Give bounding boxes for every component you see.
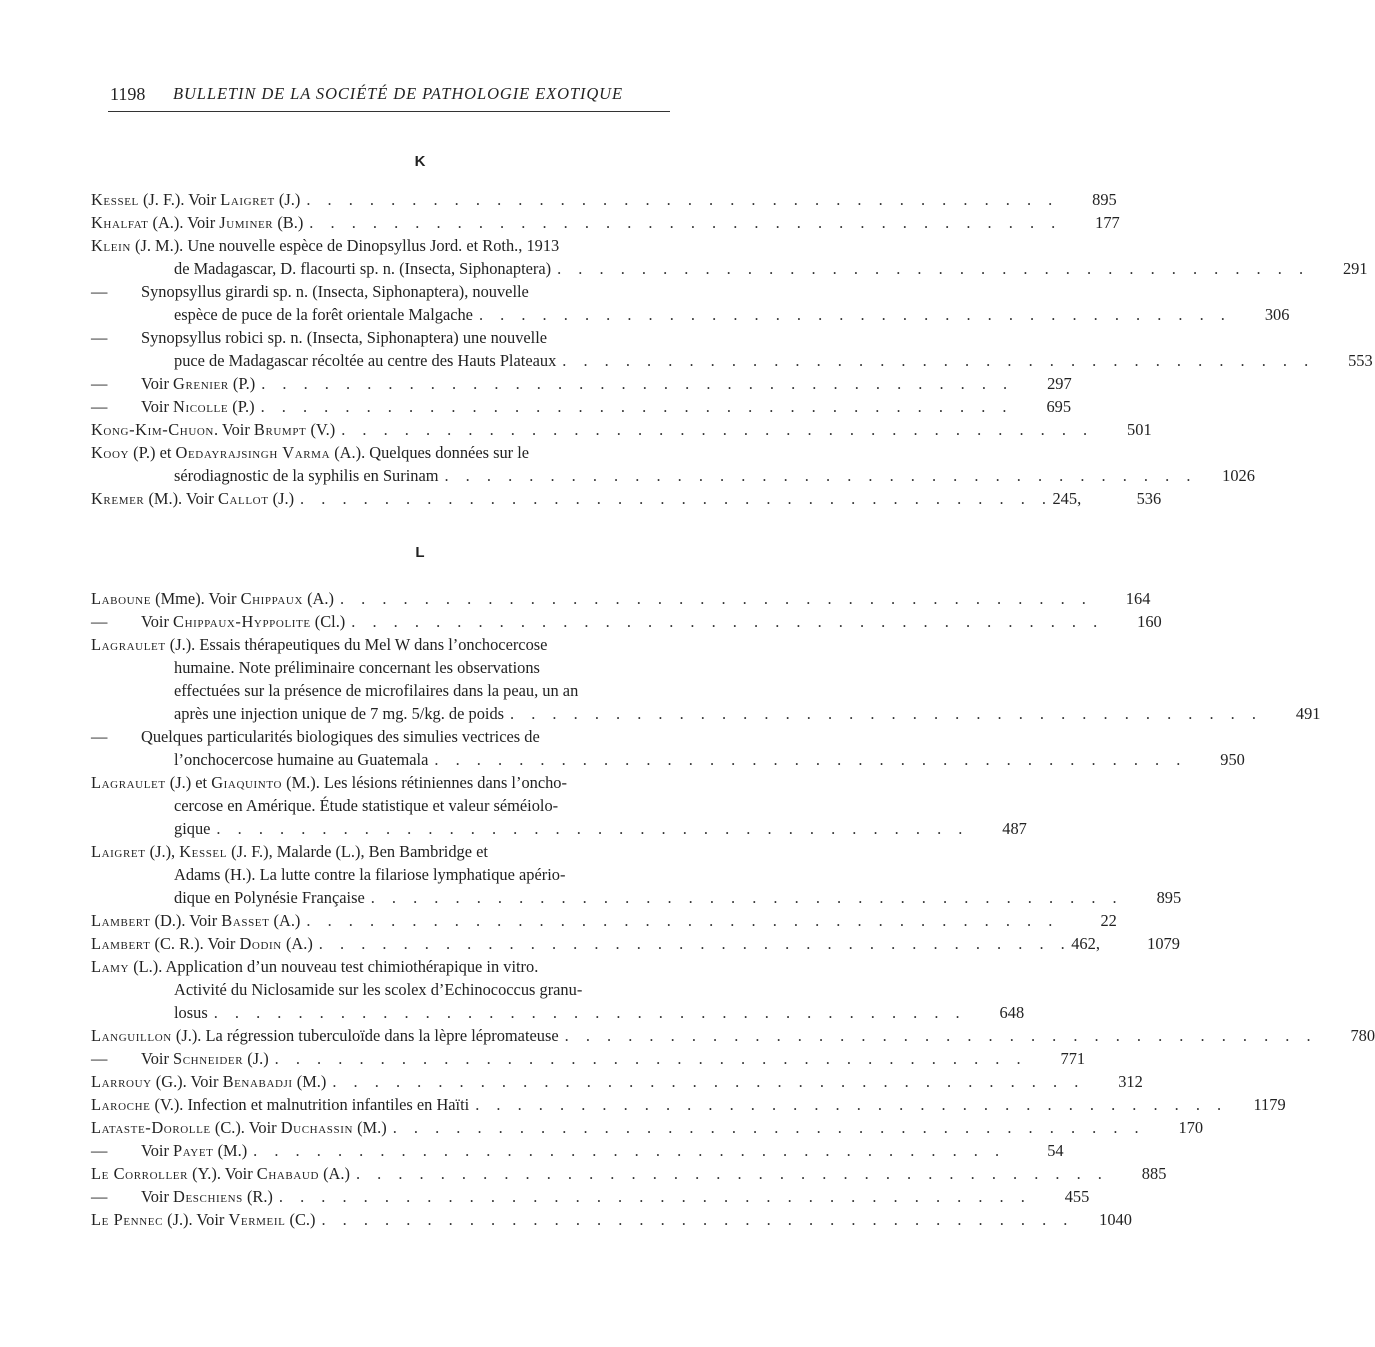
- dot-leader: . . . . . . . . . . . . . . . . . . . . . . . . . . . . . . . . . . . .: [341, 420, 1094, 439]
- entry-body: (J.): [243, 1049, 269, 1068]
- dot-leader: . . . . . . . . . . . . . . . . . . . . . . . . . . . . . . . . . . . .: [309, 213, 1062, 232]
- index-entry: [91, 234, 1368, 280]
- entry-line: [91, 610, 1162, 633]
- dash-mark: —: [91, 328, 108, 347]
- dot-leader: . . . . . . . . . . . . . . . . . . . . . . . . . . . . . . . . . . . .: [260, 397, 1014, 416]
- page-reference: 312: [1118, 1072, 1143, 1091]
- page-reference: 54: [1047, 1141, 1064, 1160]
- index-entry: [91, 725, 1245, 771]
- dot-leader: . . . . . . . . . . . . . . . . . . . . . . . . . . . . . . . . . . . .: [351, 612, 1104, 631]
- entry-text: [91, 280, 529, 303]
- entry-body: (D.). Voir: [150, 911, 222, 930]
- entry-text: [174, 886, 365, 909]
- entry-text: [91, 840, 488, 863]
- dot-leader: . . . . . . . . . . . . . . . . . . . . . . . . . . . . . . . . . . . .: [216, 819, 969, 838]
- entry-body: (V.): [306, 420, 336, 439]
- entry-text: [91, 211, 303, 234]
- reference-name: Dodin: [239, 934, 282, 953]
- reference-name: Nicolle: [173, 397, 229, 416]
- dot-leader: . . . . . . . . . . . . . . . . . . . . . . . . . . . . . . . . . . . .: [306, 911, 1059, 930]
- author-name: Lambert: [91, 911, 151, 930]
- page-reference: 164: [1125, 589, 1151, 608]
- dash-mark: —: [91, 1049, 108, 1068]
- reference-name: Deschiens: [173, 1187, 243, 1206]
- author-name: Lagraulet: [91, 635, 166, 654]
- entry-text: [174, 817, 210, 840]
- page-reference: 297: [1047, 374, 1072, 393]
- entry-body: (A.). Quelques données sur le: [330, 443, 530, 462]
- entry-text: [91, 1070, 326, 1093]
- dash-mark: —: [91, 282, 108, 301]
- entry-body: Adams (H.). La lutte contre la filariose lymphatique apério-: [174, 865, 566, 884]
- page-reference: 536: [1136, 489, 1162, 508]
- author-name: Lamy: [91, 957, 130, 976]
- entry-line: [91, 464, 1255, 487]
- entry-text: [174, 702, 504, 725]
- index-entry: [91, 1024, 1375, 1047]
- dot-leader: . . . . . . . . . . . . . . . . . . . . . . . . . . . . . . . . . . . .: [370, 888, 1124, 907]
- entry-body: sérodiagnostic de la syphilis en Surinam: [174, 466, 439, 485]
- index-entry: [91, 1208, 1132, 1231]
- entry-text: [91, 771, 567, 794]
- entry-body: (Cl.): [310, 612, 346, 631]
- entry-body: (J.). Voir: [163, 1210, 229, 1229]
- dot-leader: . . . . . . . . . . . . . . . . . . . . . . . . . . . . . . . . . . . .: [213, 1003, 967, 1022]
- reference-name: Juminer: [219, 213, 274, 232]
- entry-body: Voir: [141, 397, 174, 416]
- entry-text: [91, 1093, 469, 1116]
- entry-body: Activité du Niclosamide sur les scolex d’Echinococcus granu-: [174, 980, 583, 999]
- dot-leader: . . . . . . . . . . . . . . . . . . . . . . . . . . . . . . . . . . . .: [510, 704, 1263, 723]
- entry-line: [91, 840, 739, 863]
- author-name: Laboune: [91, 589, 152, 608]
- entry-body: (C.): [285, 1210, 316, 1229]
- entry-text: [91, 955, 538, 978]
- reference-name: Duchassin: [280, 1118, 353, 1137]
- entry-line: [91, 656, 739, 679]
- entry-text: [174, 794, 558, 817]
- page-reference: 170: [1178, 1118, 1204, 1137]
- reference-name: Payet: [173, 1141, 214, 1160]
- entry-body: Voir: [141, 1141, 174, 1160]
- entry-line: [91, 702, 1321, 725]
- entry-body: (M.). Les lésions rétiniennes dans l’oncho-: [282, 773, 567, 792]
- entry-line: [91, 725, 739, 748]
- entry-text: [91, 1024, 559, 1047]
- entry-line: [91, 395, 1072, 418]
- index-entry: [91, 610, 1162, 633]
- entry-text: [91, 909, 300, 932]
- page-reference: 695: [1046, 397, 1072, 416]
- index-entry: [91, 1139, 1064, 1162]
- entry-line: [91, 909, 1117, 932]
- entry-line: [91, 863, 739, 886]
- dash-mark: —: [91, 374, 108, 393]
- dot-leader: . . . . . . . . . . . . . . . . . . . . . . . . . . . . . . . . . . . .: [434, 750, 1187, 769]
- dot-leader: . . . . . . . . . . . . . . . . . . . . . . . . . . . . . . . . . . . .: [475, 1095, 1228, 1114]
- entry-body: (M.). Voir: [144, 489, 218, 508]
- page-reference: 895: [1156, 888, 1182, 907]
- index-entry: [91, 395, 1072, 418]
- dot-leader: . . . . . . . . . . . . . . . . . . . . . . . . . . . . . . . . . . . .: [444, 466, 1197, 485]
- page-reference: 177: [1095, 213, 1120, 232]
- entry-body: (C. R.). Voir: [150, 934, 240, 953]
- entry-line: [91, 1070, 1143, 1093]
- secondary-page-number: 245,: [1052, 489, 1082, 508]
- entry-body: espèce de puce de la forêt orientale Malgache: [174, 305, 473, 324]
- running-title: BULLETIN DE LA SOCIÉTÉ DE PATHOLOGIE EXOTIQUE: [173, 84, 623, 103]
- entry-body: Synopsyllus robici sp. n. (Insecta, Siphonaptera) une nouvelle: [141, 328, 548, 347]
- dot-leader: . . . . . . . . . . . . . . . . . . . . . . . . . . . . . . . . . . . .: [564, 1026, 1318, 1045]
- entry-body: (J.): [274, 190, 301, 209]
- page-reference: 487: [1002, 819, 1027, 838]
- author-name: Kooy: [91, 443, 130, 462]
- page-reference: 780: [1350, 1026, 1375, 1045]
- author-name: Laroche: [91, 1095, 151, 1114]
- entry-line: [91, 955, 739, 978]
- entry-text: [91, 188, 300, 211]
- index-entry: [91, 1116, 1204, 1139]
- entry-body: . Voir: [213, 420, 254, 439]
- entry-line: [91, 932, 1180, 955]
- entry-body: Voir: [141, 1049, 174, 1068]
- entry-body: (J. F.), Malarde (L.), Ben Bambridge et: [227, 842, 488, 861]
- index-entry: [91, 1185, 1090, 1208]
- dot-leader: . . . . . . . . . . . . . . . . . . . . . . . . . . . . . . . . . . . .: [300, 489, 1053, 508]
- dash-mark: —: [91, 727, 108, 746]
- entry-body: Voir: [141, 1187, 174, 1206]
- page-reference: 1079: [1147, 934, 1180, 953]
- index-entry: [91, 326, 1373, 372]
- reference-name: Kessel: [179, 842, 228, 861]
- reference-name: Callot: [217, 489, 269, 508]
- entry-text: [174, 656, 540, 679]
- reference-name: Giaquinto: [211, 773, 283, 792]
- entry-body: (J.),: [145, 842, 180, 861]
- entry-line: [91, 794, 739, 817]
- entry-line: [91, 349, 1373, 372]
- entry-body: (V.). Infection et malnutrition infantiles en Haïti: [150, 1095, 470, 1114]
- entry-line: [91, 418, 1152, 441]
- entry-body: (L.). Application d’un nouveau test chimiothérapique in vitro.: [129, 957, 539, 976]
- entry-text: [91, 418, 335, 441]
- page-reference: 771: [1060, 1049, 1086, 1068]
- index-entry: [91, 441, 1255, 487]
- index-entry: [91, 1162, 1167, 1185]
- entry-line: [91, 372, 1072, 395]
- entry-text: [174, 303, 473, 326]
- entry-text: [174, 978, 582, 1001]
- page-number: 1198: [110, 84, 146, 104]
- entry-body: (A.): [269, 911, 301, 930]
- reference-name: Chabaud: [256, 1164, 319, 1183]
- page-reference: 306: [1264, 305, 1290, 324]
- entry-body: (J. F.). Voir: [138, 190, 221, 209]
- entry-line: [91, 234, 739, 257]
- reference-name: Basset: [221, 911, 270, 930]
- entry-line: [91, 633, 739, 656]
- entry-body: (J.). Essais thérapeutiques du Mel W dans l’onchocercose: [165, 635, 548, 654]
- entry-line: [91, 748, 1245, 771]
- author-name: Kremer: [91, 489, 145, 508]
- entry-line: [91, 303, 1290, 326]
- reference-name: Brumpt: [253, 420, 307, 439]
- entry-body: (P.): [228, 374, 256, 393]
- dash-mark: —: [91, 1141, 108, 1160]
- dash-mark: —: [91, 397, 108, 416]
- entry-body: (Y.). Voir: [188, 1164, 257, 1183]
- page-reference: 22: [1100, 911, 1117, 930]
- index-entry: [91, 932, 1180, 955]
- entry-text: [91, 1139, 247, 1162]
- author-name: Lagraulet: [91, 773, 166, 792]
- author-name: Klein: [91, 236, 131, 255]
- reference-name: Schneider: [173, 1049, 244, 1068]
- dot-leader: . . . . . . . . . . . . . . . . . . . . . . . . . . . . . . . . . . . .: [306, 190, 1059, 209]
- index-entry: [91, 1093, 1286, 1116]
- entry-body: humaine. Note préliminaire concernant les observations: [174, 658, 540, 677]
- entry-body: (J.). La régression tuberculoïde dans la lèpre lépromateuse: [171, 1026, 559, 1045]
- reference-name: Chippaux: [240, 589, 303, 608]
- index-entry: [91, 955, 1025, 1024]
- entry-text: [174, 464, 438, 487]
- entry-line: [91, 1185, 1090, 1208]
- dot-leader: . . . . . . . . . . . . . . . . . . . . . . . . . . . . . . . . . . . .: [278, 1187, 1032, 1206]
- page-reference: 648: [999, 1003, 1025, 1022]
- entry-body: l’onchocercose humaine au Guatemala: [174, 750, 429, 769]
- entry-body: (R.): [242, 1187, 273, 1206]
- entry-line: [91, 1024, 1375, 1047]
- entry-body: (P.) et: [129, 443, 176, 462]
- entry-text: [91, 1208, 315, 1231]
- page-reference: 1026: [1222, 466, 1255, 485]
- entry-line: [91, 771, 739, 794]
- entry-text: [174, 257, 551, 280]
- index-entry: [91, 909, 1117, 932]
- entry-text: [91, 1162, 350, 1185]
- entry-body: gique: [174, 819, 211, 838]
- page-reference: 501: [1127, 420, 1152, 439]
- entry-line: [91, 441, 739, 464]
- index-entry: [91, 372, 1072, 395]
- entry-text: [174, 863, 565, 886]
- page-reference: 491: [1295, 704, 1321, 723]
- entry-body: losus: [174, 1003, 208, 1022]
- author-name: Laigret: [91, 842, 146, 861]
- entry-line: [91, 487, 1162, 510]
- entry-body: (A.): [281, 934, 313, 953]
- entry-text: [91, 725, 540, 748]
- entry-body: (A.): [303, 589, 334, 608]
- entry-body: (G.). Voir: [151, 1072, 223, 1091]
- page-reference: 895: [1092, 190, 1117, 209]
- entry-text: [174, 679, 578, 702]
- entry-line: [91, 679, 739, 702]
- index-entry: [91, 771, 1027, 840]
- index-entry: [91, 1047, 1086, 1070]
- page-reference: 553: [1348, 351, 1373, 370]
- index-entry: [91, 840, 1182, 909]
- page-reference: 1040: [1099, 1210, 1132, 1229]
- dot-leader: . . . . . . . . . . . . . . . . . . . . . . . . . . . . . . . . . . . .: [478, 305, 1232, 324]
- entry-text: [174, 748, 428, 771]
- entry-line: [91, 817, 1027, 840]
- section-letter-l: L: [415, 544, 425, 561]
- dot-leader: . . . . . . . . . . . . . . . . . . . . . . . . . . . . . . . . . . . .: [274, 1049, 1028, 1068]
- entry-body: dique en Polynésie Française: [174, 888, 365, 907]
- page-reference: 885: [1141, 1164, 1167, 1183]
- entry-line: [91, 326, 739, 349]
- author-name: Khalfat: [91, 213, 149, 232]
- entry-text: [91, 326, 547, 349]
- page-header: [0, 0, 800, 120]
- index-entry: [91, 587, 1151, 610]
- reference-name: Vermeil: [228, 1210, 286, 1229]
- entry-body: (P.): [228, 397, 255, 416]
- dot-leader: . . . . . . . . . . . . . . . . . . . . . . . . . . . . . . . . . . . .: [392, 1118, 1146, 1137]
- dot-leader: . . . . . . . . . . . . . . . . . . . . . . . . . . . . . . . . . . . .: [253, 1141, 1006, 1160]
- page-reference: 950: [1220, 750, 1245, 769]
- author-name: Le Corroller: [91, 1164, 189, 1183]
- dot-leader: . . . . . . . . . . . . . . . . . . . . . . . . . . . . . . . . . . . .: [355, 1164, 1109, 1183]
- entry-text: [174, 1001, 208, 1024]
- entry-body: (M.): [353, 1118, 387, 1137]
- dash-mark: —: [91, 1187, 108, 1206]
- entry-line: [91, 257, 1368, 280]
- entry-text: [91, 395, 255, 418]
- entry-body: après une injection unique de 7 mg. 5/kg. de poids: [174, 704, 505, 723]
- reference-name: Grenier: [173, 374, 229, 393]
- index-entry: [91, 1070, 1143, 1093]
- entry-text: [91, 372, 255, 395]
- entry-text: [174, 349, 556, 372]
- entry-line: [91, 211, 1120, 234]
- entry-body: Voir: [141, 612, 174, 631]
- dot-leader: . . . . . . . . . . . . . . . . . . . . . . . . . . . . . . . . . . . .: [562, 351, 1315, 370]
- entry-text: [91, 1116, 387, 1139]
- dot-leader: . . . . . . . . . . . . . . . . . . . . . . . . . . . . . . . . . . . .: [332, 1072, 1085, 1091]
- page-reference: 455: [1064, 1187, 1090, 1206]
- entry-body: (Mme). Voir: [151, 589, 241, 608]
- index-entry: [91, 487, 1162, 510]
- dot-leader: . . . . . . . . . . . . . . . . . . . . . . . . . . . . . . . . . . . .: [321, 1210, 1074, 1229]
- author-name: Kong-Kim-Chuon: [91, 420, 214, 439]
- entry-text: [91, 587, 334, 610]
- dot-leader: . . . . . . . . . . . . . . . . . . . . . . . . . . . . . . . . . . . .: [557, 259, 1310, 278]
- reference-name: Oedayrajsingh Varma: [175, 443, 331, 462]
- entry-body: Voir: [141, 374, 174, 393]
- dash-mark: —: [91, 612, 108, 631]
- entry-body: (M.): [292, 1072, 327, 1091]
- entry-line: [91, 587, 1151, 610]
- entry-body: Synopsyllus girardi sp. n. (Insecta, Siphonaptera), nouvelle: [141, 282, 529, 301]
- entry-body: (J.): [268, 489, 295, 508]
- entry-body: (B.): [273, 213, 304, 232]
- entry-text: [91, 441, 529, 464]
- entry-body: Quelques particularités biologiques des simulies vectrices de: [141, 727, 540, 746]
- entry-body: (A.). Voir: [148, 213, 220, 232]
- page-reference: 1179: [1253, 1095, 1286, 1114]
- entry-text: [91, 633, 547, 656]
- dot-leader: . . . . . . . . . . . . . . . . . . . . . . . . . . . . . . . . . . . .: [339, 589, 1093, 608]
- section-letter-k: K: [414, 153, 426, 170]
- entry-body: (J. M.). Une nouvelle espèce de Dinopsyllus Jord. et Roth., 1913: [130, 236, 560, 255]
- entry-text: [91, 487, 294, 510]
- entry-body: (J.) et: [165, 773, 212, 792]
- entry-body: (M.): [213, 1141, 248, 1160]
- dot-leader: . . . . . . . . . . . . . . . . . . . . . . . . . . . . . . . . . . . .: [261, 374, 1014, 393]
- author-name: Languillon: [91, 1026, 172, 1045]
- entry-line: [91, 1093, 1286, 1116]
- entry-body: effectuées sur la présence de microfilaires dans la peau, un an: [174, 681, 579, 700]
- page-reference: 291: [1342, 259, 1368, 278]
- index-entry: [91, 211, 1120, 234]
- entry-body: (A.): [319, 1164, 350, 1183]
- entry-line: [91, 188, 1117, 211]
- dot-leader: . . . . . . . . . . . . . . . . . . . . . . . . . . . . . . . . . . . .: [318, 934, 1072, 953]
- header-rule: [108, 111, 670, 112]
- index-entry: [91, 280, 1290, 326]
- author-name: Kessel: [91, 190, 139, 209]
- author-name: Le Pennec: [91, 1210, 164, 1229]
- index-entry: [91, 418, 1152, 441]
- entry-text: [91, 234, 559, 257]
- entry-text: [91, 610, 345, 633]
- entry-body: puce de Madagascar récoltée au centre des Hauts Plateaux: [174, 351, 557, 370]
- entry-line: [91, 886, 1182, 909]
- entry-line: [91, 1139, 1064, 1162]
- entry-line: [91, 1116, 1204, 1139]
- entry-text: [91, 932, 313, 955]
- entry-text: [91, 1185, 273, 1208]
- entry-line: [91, 1208, 1132, 1231]
- page-reference: 160: [1137, 612, 1162, 631]
- author-name: Lambert: [91, 934, 151, 953]
- author-name: Larrouy: [91, 1072, 152, 1091]
- entry-body: de Madagascar, D. flacourti sp. n. (Insecta, Siphonaptera): [174, 259, 552, 278]
- entry-line: [91, 978, 739, 1001]
- index-entry: [91, 188, 1117, 211]
- entry-line: [91, 1047, 1086, 1070]
- entry-line: [91, 280, 739, 303]
- secondary-page-number: 462,: [1071, 934, 1100, 953]
- index-entry: [91, 633, 1321, 725]
- entry-body: (C.). Voir: [210, 1118, 281, 1137]
- entry-body: cercose en Amérique. Étude statistique et valeur séméiolo-: [174, 796, 559, 815]
- entry-line: [91, 1162, 1167, 1185]
- reference-name: Benabadji: [222, 1072, 293, 1091]
- reference-name: Laigret: [220, 190, 275, 209]
- entry-text: [91, 1047, 269, 1070]
- reference-name: Chippaux-Hyppolite: [173, 612, 311, 631]
- author-name: Lataste-Dorolle: [91, 1118, 211, 1137]
- entry-line: [91, 1001, 1025, 1024]
